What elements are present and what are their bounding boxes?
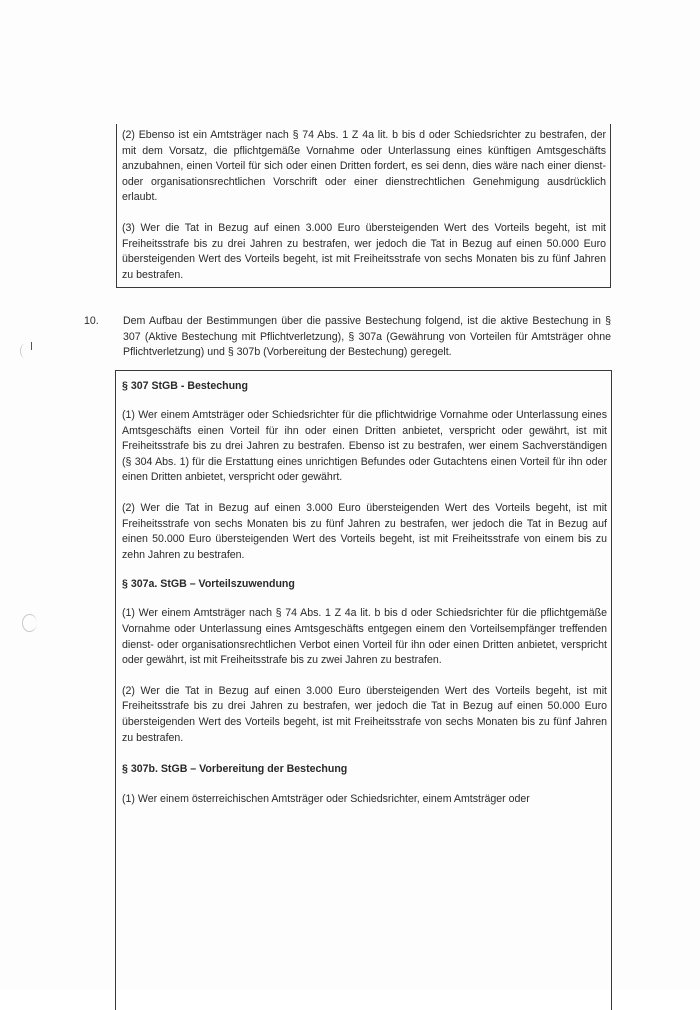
quote-box-passive-bribery [116,124,611,288]
punch-hole-mark [20,344,29,358]
section-307a-paragraph-1: (1) Wer einem Amtsträger nach § 74 Abs. 1 Z 4a lit. b bis d oder Schiedsrichter für die pflichtgemäße Vornahme oder Unterlassung eines Amtsgeschäfts entgegen einem den Vorteilsempfänger treffenden dienst- oder organisationsrechtlichen Verbot einen Vorteil für ihn oder einen Dritten anbietet, verspricht oder gewährt, ist mit Freiheitsstrafe bis zu zwei Jahren zu bestrafen. [122,607,607,667]
scan-mark [31,342,32,350]
section-307-paragraph-1: (1) Wer einem Amtsträger oder Schiedsrichter für die pflichtwidrige Vornahme oder Unterlassung eines Amtsgeschäfts einen Vorteil für ihn oder einen Dritten anbietet, verspricht oder gewährt, ist mit Freiheitsstrafe bis zu drei Jahren zu bestrafen. Ebenso ist zu bestrafen, wer einem Sachverständigen (§ 304 Abs. 1) für die Erstattung eines unrichtigen Befundes oder Gutachtens einen Vorteil für ihn oder einen Dritten anbietet, verspricht oder gewährt. [122,409,607,484]
quote-box-active-bribery [115,370,612,1010]
paragraph-10 [84,314,614,361]
section-307-paragraph-2: (2) Wer die Tat in Bezug auf einen 3.000 Euro übersteigenden Wert des Vorteils begeht, ist mit Freiheitsstrafe von sechs Monaten bis zu fünf Jahren zu bestrafen, wer jedoch die Tat in Bezug auf einen 50.000 Euro übersteigenden Wert des Vorteils begeht, ist mit Freiheitsstrafe von einem bis zu zehn Jahren zu bestrafen. [122,501,607,561]
section-307a-heading: § 307a. StGB – Vorteilszuwendung [122,578,295,591]
section-307b-paragraph-1: (1) Wer einem österreichischen Amtsträger oder Schiedsrichter, einem Amtsträger oder [122,793,530,806]
paragraph-10-text: Dem Aufbau der Bestimmungen über die passive Bestechung folgend, ist die aktive Bestechung in § 307 (Aktive Bestechung mit Pflichtverletzung), § 307a (Gewährung von Vorteilen für Amtsträger ohne Pflichtverletzung) und § 307b (Vorbereitung der Bestechung) geregelt. [123,315,611,359]
paragraph-2: (2) Ebenso ist ein Amtsträger nach § 74 Abs. 1 Z 4a lit. b bis d oder Schiedsrichter zu bestrafen, der mit dem Vorsatz, die pflichtgemäße Vornahme oder Unterlassung eines künftigen Amtsgeschäfts anzubahnen, einen Vorteil für sich oder einen Dritten fordert, es sei denn, dies wäre nach einer dienst- oder organisationsrechtlichen Vorschrift oder einer dienstrechtlichen Genehmigung ausdrücklich erlaubt. [122,129,606,204]
punch-hole-mark [22,614,37,632]
section-307b-heading: § 307b. StGB – Vorbereitung der Bestechung [122,763,348,776]
paragraph-3: (3) Wer die Tat in Bezug auf einen 3.000 Euro übersteigenden Wert des Vorteils begeht, ist mit Freiheitsstrafe bis zu drei Jahren zu bestrafen, wer jedoch die Tat in Bezug auf einen 50.000 Euro übersteigenden Wert des Vorteils begeht, ist mit Freiheitsstrafe von sechs Monaten bis zu fünf Jahren zu bestrafen. [122,221,606,281]
section-307-heading: § 307 StGB - Bestechung [122,380,248,392]
section-307a-paragraph-2: (2) Wer die Tat in Bezug auf einen 3.000 Euro übersteigenden Wert des Vorteils begeht, ist mit Freiheitsstrafe bis zu drei Jahren zu bestrafen, wer jedoch die Tat in Bezug auf einen 50.000 Euro übersteigenden Wert des Vorteils begeht, ist mit Freiheitsstrafe von sechs Monaten bis zu fünf Jahren zu bestrafen. [122,684,607,744]
paragraph-number: 10. [84,315,99,327]
